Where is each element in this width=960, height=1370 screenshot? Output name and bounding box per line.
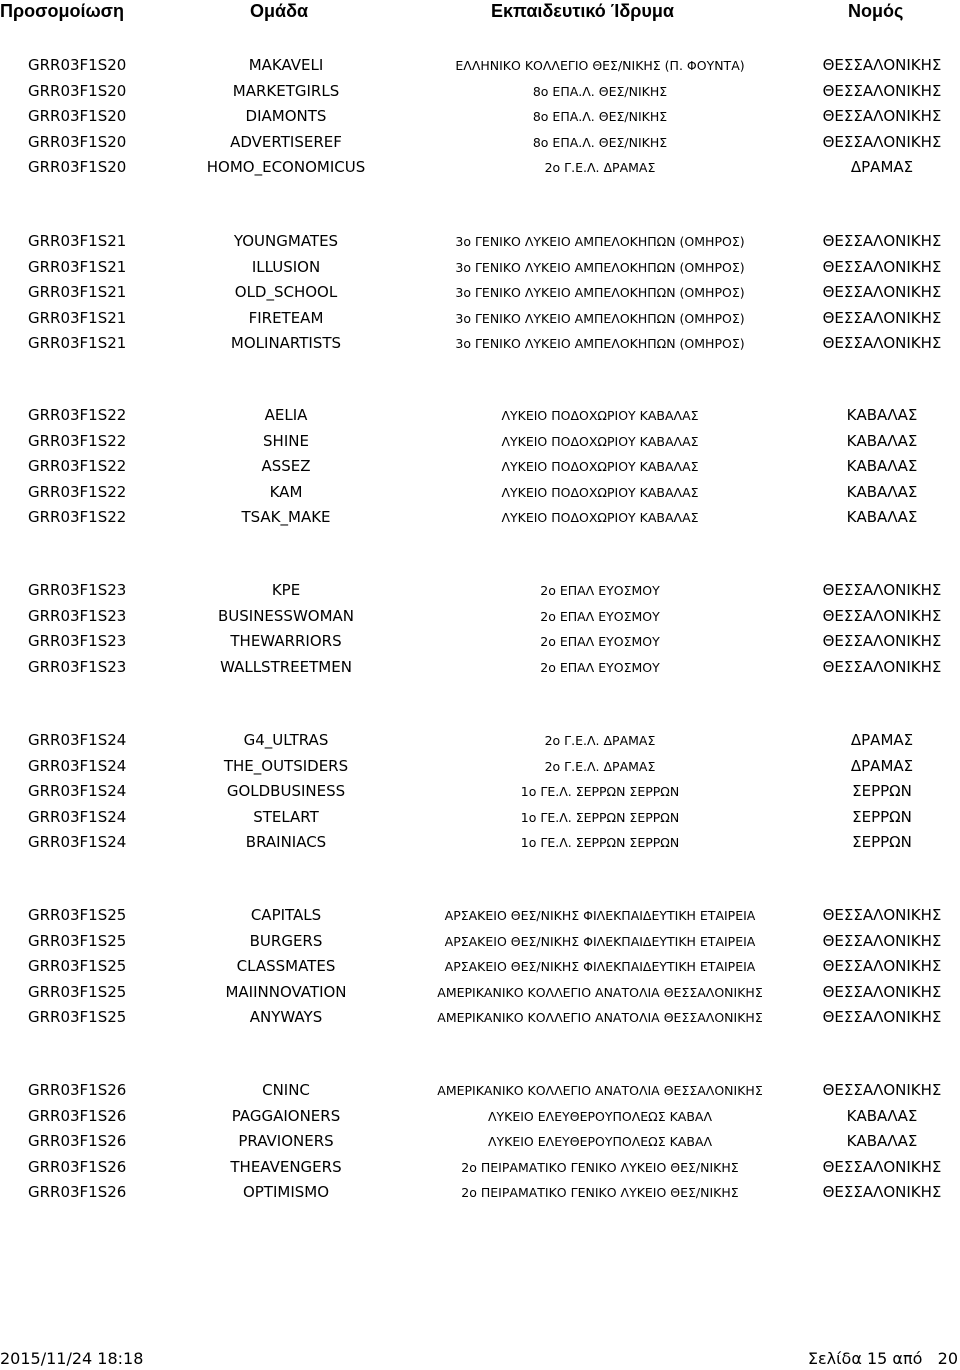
table-row — [0, 728, 960, 754]
header-institution: Εκπαιδευτικό Ίδρυμα — [491, 1, 674, 21]
cell-institution: ΑΜΕΡΙΚΑΝΙΚΟ ΚΟΛΛΕΓΙΟ ΑΝΑΤΟΛΙΑ ΘΕΣΣΑΛΟΝΙΚΗΣ — [437, 1083, 763, 1098]
cell-simulation: GRR03F1S21 — [28, 334, 127, 352]
table-row — [0, 454, 960, 480]
cell-institution: 2ο ΠΕΙΡΑΜΑΤΙΚΟ ΓΕΝΙΚΟ ΛΥΚΕΙΟ ΘΕΣ/ΝΙΚΗΣ — [461, 1185, 739, 1200]
cell-team: THE_OUTSIDERS — [223, 756, 349, 775]
cell-team: MARKETGIRLS — [232, 81, 340, 100]
table-row — [0, 1129, 960, 1155]
cell-institution: ΑΜΕΡΙΚΑΝΙΚΟ ΚΟΛΛΕΓΙΟ ΑΝΑΤΟΛΙΑ ΘΕΣΣΑΛΟΝΙΚΗΣ — [437, 984, 763, 1000]
cell-prefecture: ΘΕΣΣΑΛΟΝΙΚΗΣ — [822, 957, 942, 975]
cell-simulation: GRR03F1S25 — [28, 906, 127, 924]
table-row — [0, 331, 960, 357]
cell-team: WALLSTREETMEN — [220, 657, 352, 676]
cell-institution: ΑΡΣΑΚΕΙΟ ΘΕΣ/ΝΙΚΗΣ ΦΙΛΕΚΠΑΙΔΕΥΤΙΚΗ ΕΤΑΙΡΕΙΑ — [444, 908, 756, 923]
cell-prefecture: ΣΕΡΡΩΝ — [852, 807, 912, 826]
cell-team: FIRETEAM — [248, 308, 324, 327]
cell-prefecture: ΘΕΣΣΑΛΟΝΙΚΗΣ — [822, 81, 942, 100]
table-row — [0, 1155, 960, 1181]
cell-prefecture: ΘΕΣΣΑΛΟΝΙΚΗΣ — [822, 107, 942, 125]
cell-institution: 3ο ΓΕΝΙΚΟ ΛΥΚΕΙΟ ΑΜΠΕΛΟΚΗΠΩΝ (ΟΜΗΡΟΣ) — [455, 336, 745, 351]
cell-simulation: GRR03F1S20 — [28, 107, 127, 125]
cell-prefecture: ΘΕΣΣΑΛΟΝΙΚΗΣ — [822, 1008, 942, 1026]
cell-prefecture: ΘΕΣΣΑΛΟΝΙΚΗΣ — [822, 56, 942, 74]
table-row — [0, 1104, 960, 1130]
header-prefecture: Νομός — [848, 1, 904, 21]
cell-prefecture: ΘΕΣΣΑΛΟΝΙΚΗΣ — [822, 1157, 942, 1176]
table-row — [0, 280, 960, 306]
cell-team: CLASSMATES — [236, 957, 336, 975]
cell-simulation: GRR03F1S20 — [28, 56, 127, 74]
cell-prefecture: ΘΕΣΣΑΛΟΝΙΚΗΣ — [822, 982, 942, 1001]
cell-institution: ΛΥΚΕΙΟ ΕΛΕΥΘΕΡΟΥΠΟΛΕΩΣ ΚΑΒΑΛ — [487, 1108, 713, 1124]
cell-prefecture: ΘΕΣΣΑΛΟΝΙΚΗΣ — [822, 1081, 942, 1099]
table-row — [0, 53, 960, 79]
cell-simulation: GRR03F1S24 — [28, 833, 127, 851]
table-row — [0, 980, 960, 1006]
row-group — [0, 53, 960, 181]
footer-page-number: Σελίδα 15 από 20 — [807, 1349, 958, 1368]
table-row — [0, 779, 960, 805]
cell-team: MAKAVELI — [248, 56, 324, 74]
cell-team: AELIA — [264, 406, 308, 424]
table-row — [0, 403, 960, 429]
cell-simulation: GRR03F1S21 — [28, 308, 127, 327]
cell-simulation: GRR03F1S25 — [28, 1008, 127, 1026]
cell-institution: 3ο ΓΕΝΙΚΟ ΛΥΚΕΙΟ ΑΜΠΕΛΟΚΗΠΩΝ (ΟΜΗΡΟΣ) — [455, 259, 745, 275]
cell-team: BUSINESSWOMAN — [217, 606, 355, 625]
cell-institution: ΛΥΚΕΙΟ ΠΟΔΟΧΩΡΙΟΥ ΚΑΒΑΛΑΣ — [501, 459, 699, 474]
cell-institution: 2ο Γ.Ε.Λ. ΔΡΑΜΑΣ — [544, 733, 656, 748]
cell-simulation: GRR03F1S22 — [28, 508, 127, 526]
cell-simulation: GRR03F1S24 — [28, 731, 127, 749]
cell-institution: ΛΥΚΕΙΟ ΠΟΔΟΧΩΡΙΟΥ ΚΑΒΑΛΑΣ — [501, 408, 699, 423]
cell-simulation: GRR03F1S20 — [28, 158, 127, 176]
cell-simulation: GRR03F1S20 — [28, 81, 127, 100]
cell-prefecture: ΚΑΒΑΛΑΣ — [846, 482, 918, 501]
cell-team: PAGGAIONERS — [231, 1106, 341, 1125]
row-group — [0, 728, 960, 856]
cell-prefecture: ΘΕΣΣΑΛΟΝΙΚΗΣ — [822, 606, 942, 625]
cell-simulation: GRR03F1S26 — [28, 1106, 127, 1125]
header-simulation: Προσομοίωση — [0, 1, 124, 21]
cell-prefecture: ΘΕΣΣΑΛΟΝΙΚΗΣ — [822, 581, 942, 599]
table-row — [0, 754, 960, 780]
cell-simulation: GRR03F1S24 — [28, 807, 127, 826]
table-row — [0, 429, 960, 455]
table-row — [0, 954, 960, 980]
header-team: Ομάδα — [250, 1, 309, 21]
cell-simulation: GRR03F1S24 — [28, 756, 127, 775]
table-row — [0, 1078, 960, 1104]
cell-team: DIAMONTS — [245, 107, 327, 125]
cell-team: MAIINNOVATION — [225, 982, 347, 1001]
cell-institution: 2ο ΕΠΑΛ ΕΥΟΣΜΟΥ — [540, 583, 660, 598]
table-row — [0, 578, 960, 604]
cell-institution: 8ο ΕΠΑ.Λ. ΘΕΣ/ΝΙΚΗΣ — [532, 83, 668, 99]
cell-prefecture: ΘΕΣΣΑΛΟΝΙΚΗΣ — [822, 906, 942, 924]
cell-institution: 1ο ΓΕ.Λ. ΣΕΡΡΩΝ ΣΕΡΡΩΝ — [520, 784, 680, 799]
cell-institution: 1ο ΓΕ.Λ. ΣΕΡΡΩΝ ΣΕΡΡΩΝ — [520, 835, 680, 850]
table-row — [0, 155, 960, 181]
table-row — [0, 255, 960, 281]
cell-institution: 3ο ΓΕΝΙΚΟ ΛΥΚΕΙΟ ΑΜΠΕΛΟΚΗΠΩΝ (ΟΜΗΡΟΣ) — [455, 285, 745, 300]
cell-team: OPTIMISMO — [242, 1183, 330, 1201]
cell-prefecture: ΘΕΣΣΑΛΟΝΙΚΗΣ — [822, 232, 942, 250]
cell-simulation: GRR03F1S21 — [28, 257, 127, 276]
cell-team: GOLDBUSINESS — [226, 782, 346, 800]
cell-prefecture: ΘΕΣΣΑΛΟΝΙΚΗΣ — [822, 257, 942, 276]
table-row — [0, 604, 960, 630]
cell-team: MOLINARTISTS — [230, 334, 342, 352]
cell-prefecture: ΘΕΣΣΑΛΟΝΙΚΗΣ — [822, 657, 942, 676]
table-row — [0, 306, 960, 332]
cell-simulation: GRR03F1S26 — [28, 1183, 127, 1201]
row-group — [0, 903, 960, 1031]
cell-simulation: GRR03F1S20 — [28, 132, 127, 151]
cell-prefecture: ΚΑΒΑΛΑΣ — [846, 1132, 918, 1150]
page-footer — [0, 1348, 960, 1370]
cell-prefecture: ΚΑΒΑΛΑΣ — [846, 508, 918, 526]
cell-institution: 2ο Γ.Ε.Λ. ΔΡΑΜΑΣ — [544, 758, 656, 774]
cell-simulation: GRR03F1S22 — [28, 431, 127, 450]
cell-simulation: GRR03F1S23 — [28, 581, 127, 599]
cell-simulation: GRR03F1S22 — [28, 406, 127, 424]
cell-team: PRAVIONERS — [238, 1132, 334, 1150]
cell-prefecture: ΚΑΒΑΛΑΣ — [846, 1106, 918, 1125]
cell-simulation: GRR03F1S23 — [28, 606, 127, 625]
cell-team: G4_ULTRAS — [243, 731, 329, 749]
cell-prefecture: ΣΕΡΡΩΝ — [852, 833, 912, 851]
cell-institution: ΛΥΚΕΙΟ ΕΛΕΥΘΕΡΟΥΠΟΛΕΩΣ ΚΑΒΑΛ — [487, 1134, 713, 1149]
cell-institution: ΛΥΚΕΙΟ ΠΟΔΟΧΩΡΙΟΥ ΚΑΒΑΛΑΣ — [501, 484, 699, 500]
cell-team: YOUNGMATES — [233, 232, 339, 250]
cell-team: ILLUSION — [251, 257, 321, 276]
cell-institution: 3ο ΓΕΝΙΚΟ ΛΥΚΕΙΟ ΑΜΠΕΛΟΚΗΠΩΝ (ΟΜΗΡΟΣ) — [455, 234, 745, 249]
cell-institution: ΕΛΛΗΝΙΚΟ ΚΟΛΛΕΓΙΟ ΘΕΣ/ΝΙΚΗΣ (Π. ΦΟΥΝΤΑ) — [455, 58, 745, 73]
cell-prefecture: ΘΕΣΣΑΛΟΝΙΚΗΣ — [822, 283, 942, 301]
table-row — [0, 480, 960, 506]
table-row — [0, 805, 960, 831]
cell-institution: 8ο ΕΠΑ.Λ. ΘΕΣ/ΝΙΚΗΣ — [532, 109, 668, 124]
cell-simulation: GRR03F1S23 — [28, 657, 127, 676]
cell-simulation: GRR03F1S21 — [28, 232, 127, 250]
cell-simulation: GRR03F1S22 — [28, 482, 127, 501]
cell-prefecture: ΘΕΣΣΑΛΟΝΙΚΗΣ — [822, 1183, 942, 1201]
cell-institution: 2ο ΕΠΑΛ ΕΥΟΣΜΟΥ — [540, 659, 660, 675]
cell-prefecture: ΘΕΣΣΑΛΟΝΙΚΗΣ — [822, 132, 942, 151]
cell-team: THEWARRIORS — [230, 632, 342, 650]
cell-team: ASSEZ — [261, 457, 311, 475]
cell-team: CNINC — [262, 1081, 310, 1099]
cell-team: BURGERS — [249, 931, 323, 950]
table-row — [0, 130, 960, 156]
cell-prefecture: ΘΕΣΣΑΛΟΝΙΚΗΣ — [822, 308, 942, 327]
cell-simulation: GRR03F1S26 — [28, 1132, 127, 1150]
table-row — [0, 104, 960, 130]
table-row — [0, 655, 960, 681]
cell-prefecture: ΚΑΒΑΛΑΣ — [846, 457, 918, 475]
cell-team: BRAINIACS — [245, 833, 327, 851]
cell-team: KPE — [271, 581, 301, 599]
cell-institution: ΑΡΣΑΚΕΙΟ ΘΕΣ/ΝΙΚΗΣ ΦΙΛΕΚΠΑΙΔΕΥΤΙΚΗ ΕΤΑΙΡΕΙΑ — [444, 959, 756, 974]
cell-institution: ΛΥΚΕΙΟ ΠΟΔΟΧΩΡΙΟΥ ΚΑΒΑΛΑΣ — [501, 510, 699, 525]
cell-team: THEAVENGERS — [230, 1157, 342, 1176]
cell-team: KAM — [269, 482, 303, 501]
table-row — [0, 1005, 960, 1031]
cell-team: HOMO_ECONOMICUS — [206, 158, 366, 176]
table-row — [0, 229, 960, 255]
cell-team: ANYWAYS — [249, 1008, 323, 1026]
cell-simulation: GRR03F1S25 — [28, 957, 127, 975]
cell-simulation: GRR03F1S26 — [28, 1081, 127, 1099]
cell-simulation: GRR03F1S26 — [28, 1157, 127, 1176]
cell-institution: 2ο ΠΕΙΡΑΜΑΤΙΚΟ ΓΕΝΙΚΟ ΛΥΚΕΙΟ ΘΕΣ/ΝΙΚΗΣ — [461, 1159, 739, 1175]
cell-simulation: GRR03F1S22 — [28, 457, 127, 475]
cell-simulation: GRR03F1S25 — [28, 931, 127, 950]
table-header — [0, 0, 960, 24]
table-row — [0, 505, 960, 531]
cell-simulation: GRR03F1S25 — [28, 982, 127, 1001]
row-group — [0, 578, 960, 680]
cell-team: CAPITALS — [250, 906, 322, 924]
row-group — [0, 403, 960, 531]
cell-team: STELART — [253, 807, 319, 826]
table-row — [0, 1180, 960, 1206]
cell-prefecture: ΔΡΑΜΑΣ — [850, 756, 914, 775]
cell-simulation: GRR03F1S21 — [28, 283, 127, 301]
cell-prefecture: ΘΕΣΣΑΛΟΝΙΚΗΣ — [822, 632, 942, 650]
cell-prefecture: ΘΕΣΣΑΛΟΝΙΚΗΣ — [822, 931, 942, 950]
cell-institution: 2ο Γ.Ε.Λ. ΔΡΑΜΑΣ — [544, 160, 656, 175]
cell-team: OLD_SCHOOL — [234, 283, 338, 301]
table-row — [0, 903, 960, 929]
cell-team: SHINE — [263, 431, 309, 450]
cell-institution: ΛΥΚΕΙΟ ΠΟΔΟΧΩΡΙΟΥ ΚΑΒΑΛΑΣ — [501, 433, 699, 449]
cell-simulation: GRR03F1S23 — [28, 632, 127, 650]
cell-institution: 1ο ΓΕ.Λ. ΣΕΡΡΩΝ ΣΕΡΡΩΝ — [520, 809, 680, 825]
cell-team: ADVERTISEREF — [230, 132, 342, 151]
cell-prefecture: ΔΡΑΜΑΣ — [850, 731, 914, 749]
cell-simulation: GRR03F1S24 — [28, 782, 127, 800]
cell-team: TSAK_MAKE — [241, 508, 331, 526]
cell-institution: 2ο ΕΠΑΛ ΕΥΟΣΜΟΥ — [540, 634, 660, 649]
cell-prefecture: ΔΡΑΜΑΣ — [850, 158, 914, 176]
footer-datetime: 2015/11/24 18:18 — [0, 1349, 144, 1368]
table-row — [0, 929, 960, 955]
table-row — [0, 79, 960, 105]
cell-institution: ΑΜΕΡΙΚΑΝΙΚΟ ΚΟΛΛΕΓΙΟ ΑΝΑΤΟΛΙΑ ΘΕΣΣΑΛΟΝΙΚΗΣ — [437, 1010, 763, 1025]
cell-institution: 8ο ΕΠΑ.Λ. ΘΕΣ/ΝΙΚΗΣ — [532, 134, 668, 150]
cell-prefecture: ΚΑΒΑΛΑΣ — [846, 431, 918, 450]
row-group — [0, 1078, 960, 1206]
cell-prefecture: ΚΑΒΑΛΑΣ — [846, 406, 918, 424]
row-group — [0, 229, 960, 357]
table-row — [0, 830, 960, 856]
cell-institution: 3ο ΓΕΝΙΚΟ ΛΥΚΕΙΟ ΑΜΠΕΛΟΚΗΠΩΝ (ΟΜΗΡΟΣ) — [455, 310, 745, 326]
cell-prefecture: ΘΕΣΣΑΛΟΝΙΚΗΣ — [822, 334, 942, 352]
cell-institution: 2ο ΕΠΑΛ ΕΥΟΣΜΟΥ — [540, 608, 660, 624]
cell-prefecture: ΣΕΡΡΩΝ — [852, 782, 912, 800]
table-row — [0, 629, 960, 655]
cell-institution: ΑΡΣΑΚΕΙΟ ΘΕΣ/ΝΙΚΗΣ ΦΙΛΕΚΠΑΙΔΕΥΤΙΚΗ ΕΤΑΙΡΕΙΑ — [444, 933, 756, 949]
